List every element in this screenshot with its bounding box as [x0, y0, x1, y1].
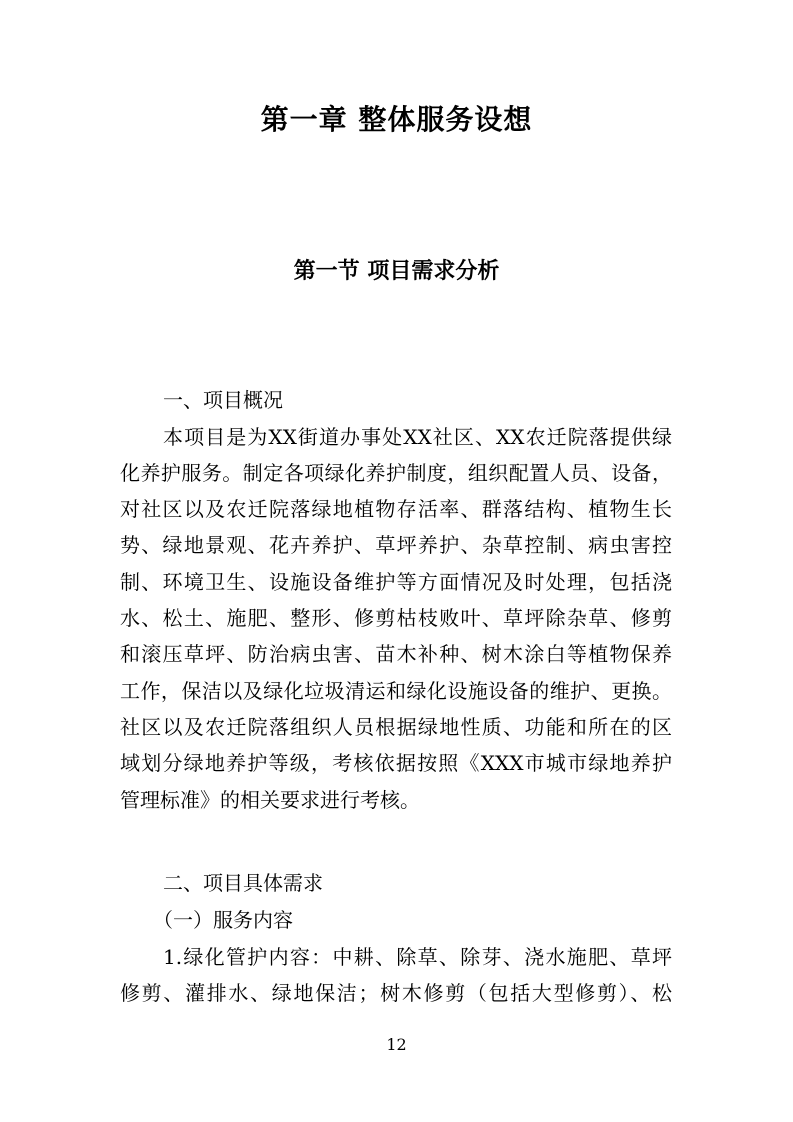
- subheading-service-content: （一）服务内容: [153, 908, 293, 932]
- heading-specific-requirements: 二、项目具体需求: [163, 871, 323, 895]
- paragraph-line: 制、环境卫生、设施设备维护等方面情况及时处理，包括浇: [120, 570, 672, 594]
- page-number: 12: [386, 1035, 407, 1054]
- paragraph-line: 化养护服务。制定各项绿化养护制度，组织配置人员、设备，: [120, 461, 672, 485]
- paragraph-line: 修剪、灌排水、绿地保洁；树木修剪（包括大型修剪）、松: [120, 981, 672, 1005]
- heading-project-overview: 一、项目概况: [163, 388, 283, 412]
- paragraph-line: 和滚压草坪、防治病虫害、苗木补种、树木涂白等植物保养: [120, 642, 672, 666]
- paragraph-line: 管理标准》的相关要求进行考核。: [120, 788, 420, 812]
- paragraph-line: 对社区以及农迁院落绿地植物存活率、群落结构、植物生长: [120, 497, 672, 521]
- paragraph-line: 水、松土、施肥、整形、修剪枯枝败叶、草坪除杂草、修剪: [120, 606, 672, 630]
- paragraph-line: 1.绿化管护内容：中耕、除草、除芽、浇水施肥、草坪: [163, 945, 672, 969]
- chapter-title: 第一章 整体服务设想: [260, 103, 533, 136]
- section-title: 第一节 项目需求分析: [293, 259, 500, 284]
- paragraph-line: 工作，保洁以及绿化垃圾清运和绿化设施设备的维护、更换。: [120, 679, 672, 703]
- paragraph-line: 势、绿地景观、花卉养护、草坪养护、杂草控制、病虫害控: [120, 533, 672, 557]
- paragraph-line: 社区以及农迁院落组织人员根据绿地性质、功能和所在的区: [120, 715, 672, 739]
- paragraph-line: 域划分绿地养护等级，考核依据按照《XXX市城市绿地养护: [120, 751, 672, 775]
- paragraph-line: 本项目是为XX街道办事处XX社区、XX农迁院落提供绿: [163, 425, 672, 449]
